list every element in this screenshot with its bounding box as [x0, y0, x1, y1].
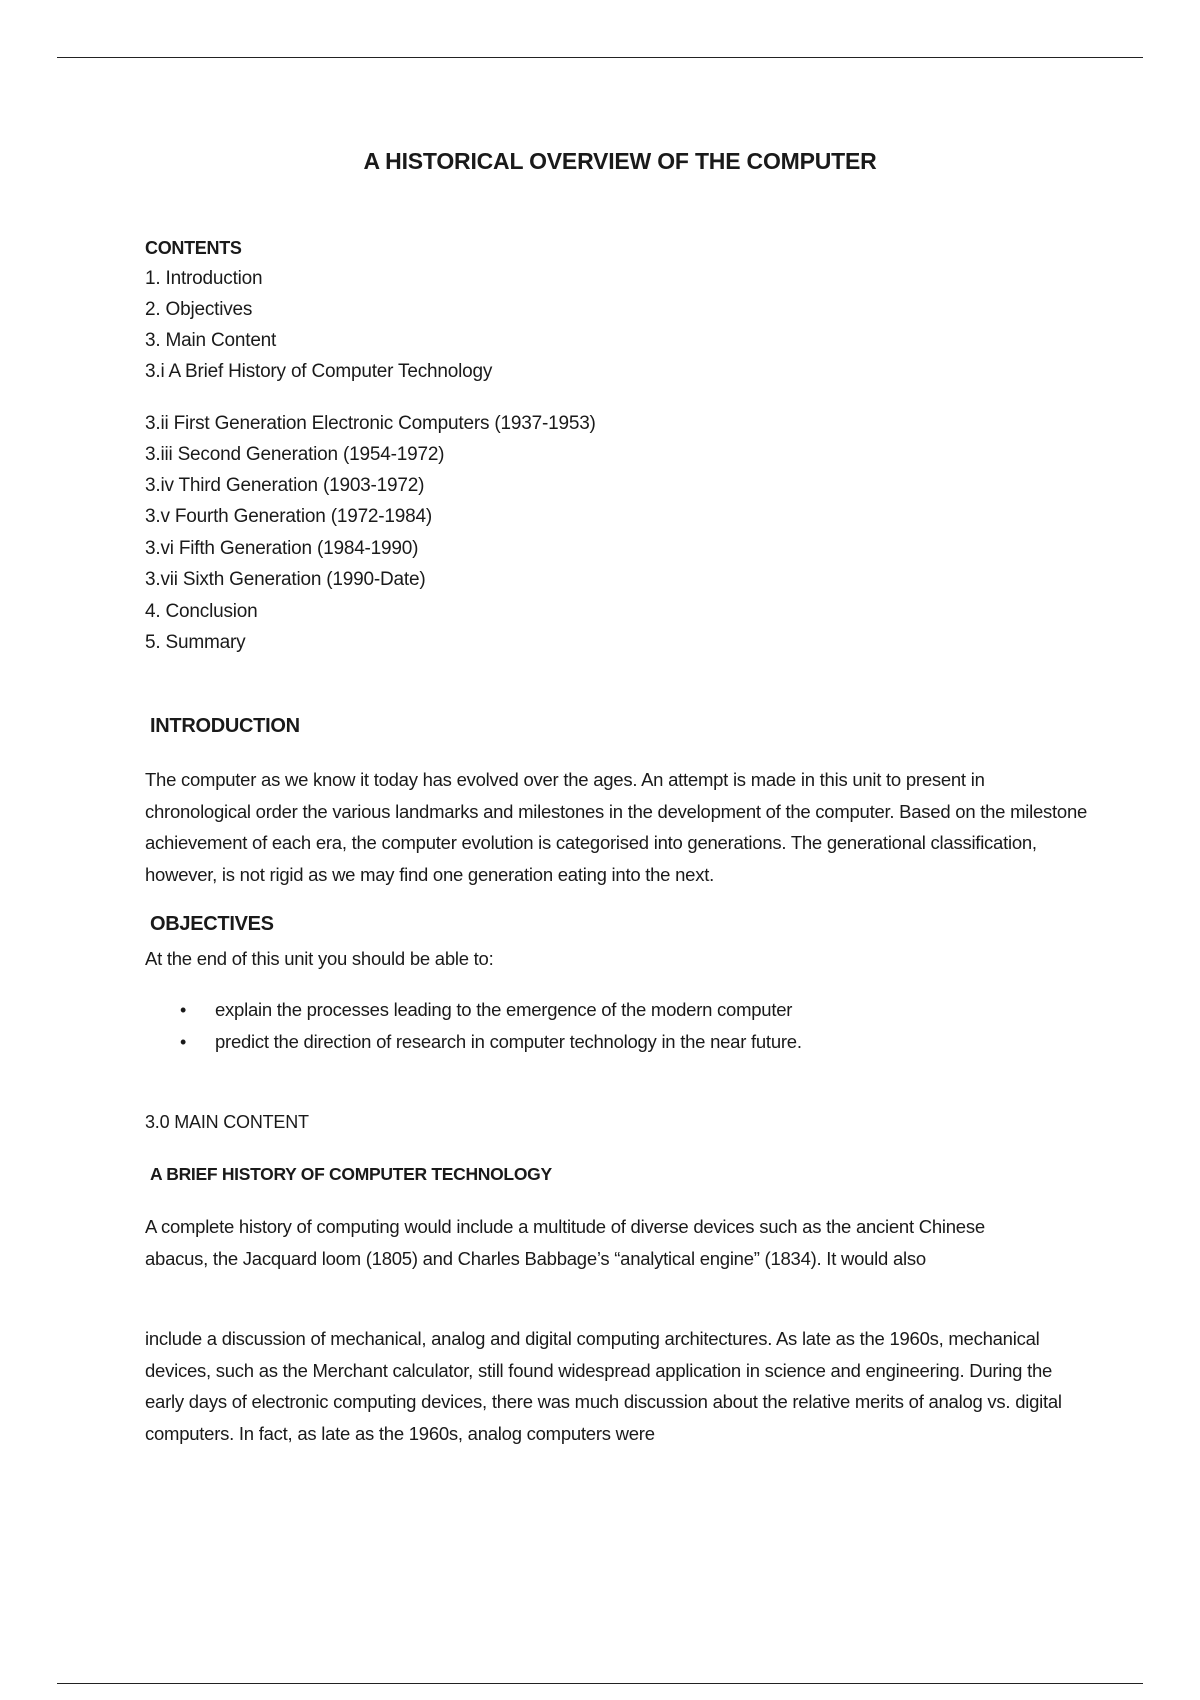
toc-item-fourth-generation: 3.v Fourth Generation (1972-1984): [145, 506, 433, 527]
toc-item-summary: 5. Summary: [145, 632, 246, 653]
contents-heading: CONTENTS: [145, 238, 242, 258]
toc-item-first-generation: 3.ii First Generation Electronic Computers (1937-1953): [145, 413, 596, 434]
toc-item-brief-history: 3.i A Brief History of Computer Technology: [145, 361, 493, 382]
bullet-icon: •: [180, 1000, 187, 1020]
main-content-heading: 3.0 MAIN CONTENT: [145, 1112, 309, 1132]
toc-item-fifth-generation: 3.vi Fifth Generation (1984-1990): [145, 538, 419, 559]
toc-item-sixth-generation: 3.vii Sixth Generation (1990-Date): [145, 569, 426, 590]
objectives-lead: At the end of this unit you should be able to:: [145, 948, 494, 969]
toc-item-conclusion: 4. Conclusion: [145, 601, 258, 622]
toc-item-third-generation: 3.iv Third Generation (1903-1972): [145, 475, 425, 496]
objectives-heading: OBJECTIVES: [150, 913, 274, 935]
header-rule: [57, 57, 1143, 58]
list-item-text: explain the processes leading to the emergence of the modern computer: [215, 999, 793, 1020]
bullet-icon: •: [180, 1032, 187, 1052]
toc-item-introduction: 1. Introduction: [145, 268, 263, 289]
brief-history-paragraph-1: A complete history of computing would include a multitude of diverse devices such as the ancient Chinese abacus, the Jacquard loom (1805) and Charles Babbage’s “analytical engine” (1834). It would also: [145, 1216, 985, 1269]
objectives-list: [180, 994, 802, 1058]
toc-item-objectives: 2. Objectives: [145, 299, 253, 320]
brief-history-heading: A BRIEF HISTORY OF COMPUTER TECHNOLOGY: [150, 1164, 552, 1184]
toc-item-main-content: 3. Main Content: [145, 330, 277, 351]
introduction-heading: INTRODUCTION: [150, 715, 300, 737]
document-title: A HISTORICAL OVERVIEW OF THE COMPUTER: [363, 148, 877, 174]
list-item: [180, 1026, 802, 1058]
list-item: [180, 994, 802, 1026]
brief-history-paragraph-2: include a discussion of mechanical, analog and digital computing architectures. As late as the 1960s, mechanical devices, such as the Merchant calculator, still found widespread application in science and engineering. During the early days of electronic computing devices, there was much discussion about the relative merits of analog vs. digital computers. In fact, as late as the 1960s, analog computers were: [145, 1328, 1062, 1444]
toc-item-second-generation: 3.iii Second Generation (1954-1972): [145, 444, 445, 465]
introduction-paragraph: The computer as we know it today has evolved over the ages. An attempt is made in this unit to present in chronological order the various landmarks and milestones in the development of the computer. Based on the milestone achievement of each era, the computer evolution is categorised into generations. The generational classification, however, is not rigid as we may find one generation eating into the next.: [145, 769, 1088, 885]
footer-rule: [57, 1683, 1143, 1684]
list-item-text: predict the direction of research in computer technology in the near future.: [215, 1031, 802, 1052]
